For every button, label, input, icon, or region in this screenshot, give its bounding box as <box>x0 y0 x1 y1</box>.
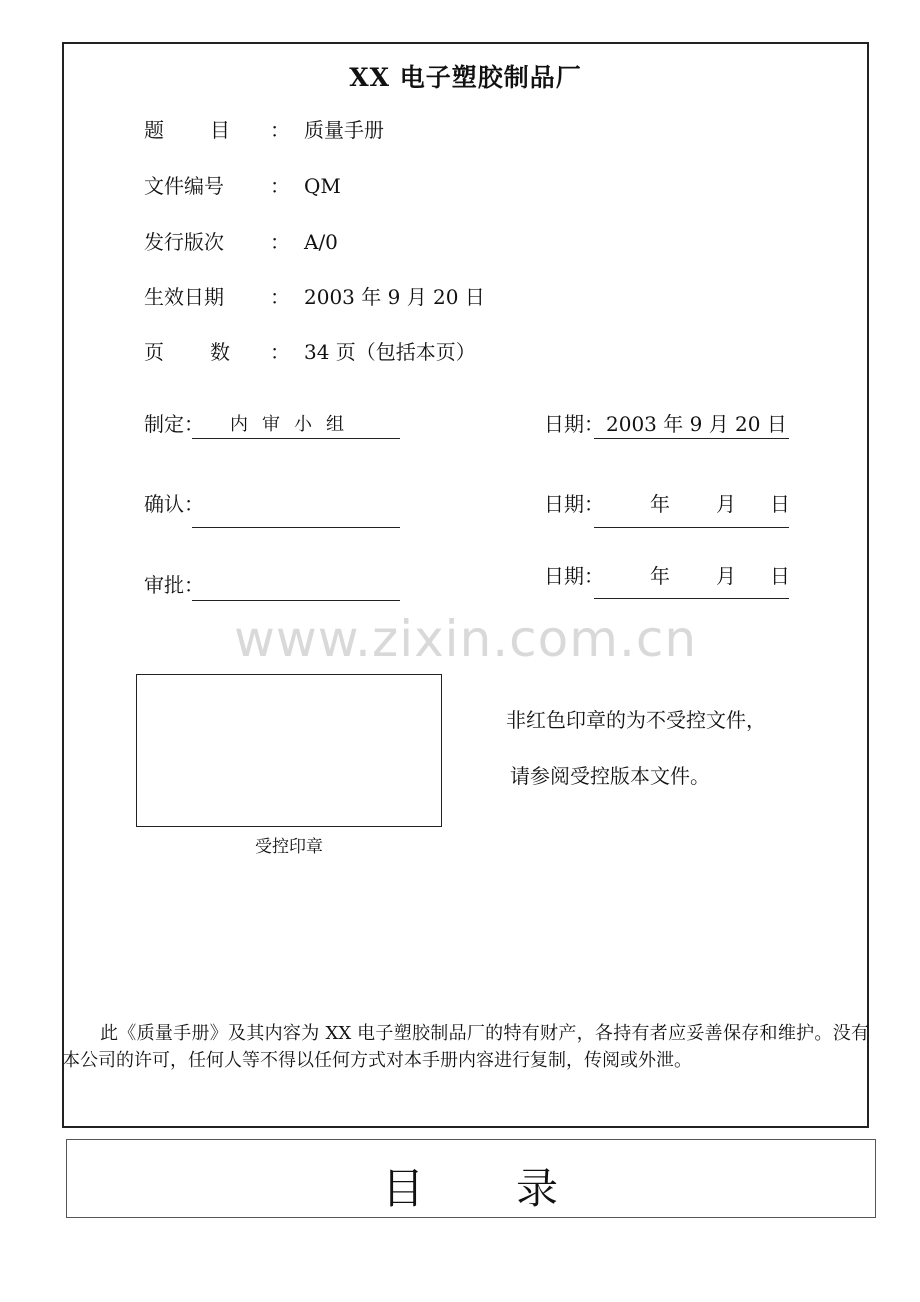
confirmed-signature-line <box>192 527 400 528</box>
date-year-unit: 年 <box>650 564 670 588</box>
info-row-title <box>64 116 867 144</box>
approved-signature-line <box>192 600 400 601</box>
info-value-doc-number: QM <box>304 174 341 198</box>
table-of-contents-header <box>66 1139 876 1218</box>
date-day-unit: 日 <box>770 492 790 516</box>
prepared-name: 内审小组 <box>230 414 358 435</box>
watermark: www.zixin.com.cn <box>233 610 698 668</box>
toc-title: 目 录 <box>381 1164 561 1213</box>
info-colon: ： <box>270 174 290 198</box>
info-colon: ： <box>270 285 290 309</box>
cover-page-frame <box>62 42 869 1128</box>
info-row-pages <box>64 338 867 366</box>
info-row-doc-number <box>64 172 867 200</box>
stamp-notice-line-2: 请参阅受控版本文件。 <box>510 764 710 788</box>
date-year-unit: 年 <box>650 492 670 516</box>
approved-date-label: 日期： <box>544 564 604 588</box>
info-colon: ： <box>270 230 290 254</box>
confirmed-date-line <box>594 527 789 528</box>
info-value-title: 质量手册 <box>304 118 384 142</box>
prepared-date-line <box>594 438 789 439</box>
ownership-statement: 此《质量手册》及其内容为 XX 电子塑胶制品厂的特有财产，各持有者应妥善保存和维护。没有本公司的许可，任何人等不得以任何方式对本手册内容进行复制，传阅或外泄。 <box>62 1023 869 1071</box>
prepared-label: 制定： <box>144 412 204 436</box>
stamp-notice-line-1: 非红色印章的为不受控文件， <box>506 708 766 732</box>
date-month-unit: 月 <box>716 564 736 588</box>
info-label-pages: 页 数 <box>144 340 230 364</box>
info-label-version: 发行版次 <box>144 230 224 254</box>
confirmed-date-label: 日期： <box>544 492 604 516</box>
info-value-effective-date: 2003 年 9 月 20 日 <box>304 285 485 309</box>
controlled-stamp-box <box>136 674 442 827</box>
info-value-version: A/0 <box>304 230 338 254</box>
date-day-unit: 日 <box>770 564 790 588</box>
confirmed-label: 确认： <box>144 492 204 516</box>
info-colon: ： <box>270 340 290 364</box>
info-label-title: 题 目 <box>144 118 230 142</box>
company-title: XX 电子塑胶制品厂 <box>349 63 582 92</box>
approved-label: 审批： <box>144 573 204 597</box>
prepared-date-value: 2003 年 9 月 20 日 <box>606 412 787 436</box>
info-colon: ： <box>270 118 290 142</box>
info-label-doc-number: 文件编号 <box>144 174 224 198</box>
prepared-date-label: 日期： <box>544 412 604 436</box>
controlled-stamp-caption: 受控印章 <box>255 837 323 857</box>
info-row-effective-date <box>64 283 867 311</box>
prepared-signature-line <box>192 438 400 439</box>
info-value-pages: 34 页（包括本页） <box>304 340 476 364</box>
info-label-effective-date: 生效日期 <box>144 285 224 309</box>
info-row-version <box>64 228 867 256</box>
approved-date-line <box>594 598 789 599</box>
date-month-unit: 月 <box>716 492 736 516</box>
